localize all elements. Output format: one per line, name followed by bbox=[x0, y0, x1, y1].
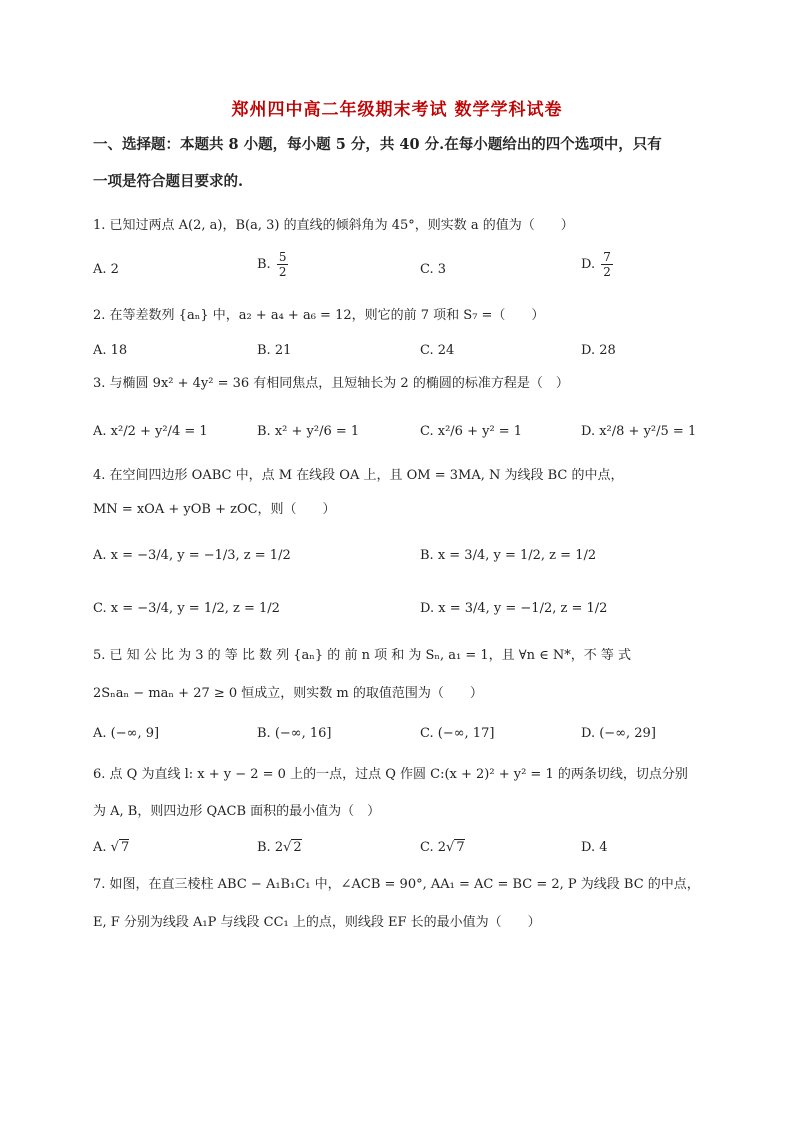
question-1-stem: 1. 已知过两点 A(2, a)，B(a, 3) 的直线的倾斜角为 45°，则实数 a 的值为（ ） bbox=[93, 218, 574, 233]
q1-b-numerator: 5 bbox=[278, 250, 287, 264]
question-7-stem-line1: 7. 如图，在直三棱柱 ABC − A₁B₁C₁ 中，∠ACB = 90°, AA₁ = AC = BC = 2, P 为线段 BC 的中点， bbox=[93, 877, 700, 892]
q5-option-b: B. (−∞, 16] bbox=[257, 726, 332, 741]
q1-option-b bbox=[257, 250, 290, 279]
section-instructions-line1: 一、选择题：本题共 8 小题，每小题 5 分，共 40 分.在每小题给出的四个选项中，只有 bbox=[93, 136, 662, 153]
q6-option-b: B. 2√ 2 bbox=[257, 840, 302, 855]
q1-option-d bbox=[581, 250, 615, 279]
q5-option-d: D. (−∞, 29] bbox=[581, 726, 656, 741]
question-4-stem-line1: 4. 在空间四边形 OABC 中，点 M 在线段 OA 上，且 OM = 3MA, N 为线段 BC 的中点， bbox=[93, 468, 624, 483]
q2-option-b: B. 21 bbox=[257, 343, 292, 358]
q6-option-c-label: C. 2 bbox=[420, 840, 447, 855]
q6-option-a: A. √ 7 bbox=[93, 840, 130, 855]
page-title: 郑州四中高二年级期末考试 数学学科试卷 bbox=[231, 100, 563, 120]
question-4-stem-line2: MN = xOA + yOB + zOC，则（ ） bbox=[93, 502, 336, 517]
q5-option-c: C. (−∞, 17] bbox=[420, 726, 495, 741]
q4-option-a: A. x = −3/4, y = −1/3, z = 1/2 bbox=[93, 548, 291, 563]
q4-option-c: C. x = −3/4, y = 1/2, z = 1/2 bbox=[93, 601, 280, 616]
q1-option-d-fraction bbox=[601, 250, 613, 279]
q1-option-c: C. 3 bbox=[420, 262, 447, 277]
q6-option-a-label: A. bbox=[93, 840, 107, 855]
q6-option-c-radicand: 7 bbox=[456, 840, 465, 855]
q6-option-a-radicand: 7 bbox=[120, 840, 130, 855]
question-6-stem-line2: 为 A, B，则四边形 QACB 面积的最小值为（ ） bbox=[93, 804, 381, 819]
q1-option-a: A. 2 bbox=[93, 262, 119, 277]
q4-option-d: D. x = 3/4, y = −1/2, z = 1/2 bbox=[420, 601, 608, 616]
q2-option-a: A. 18 bbox=[93, 343, 128, 358]
question-3-stem: 3. 与椭圆 9x² + 4y² = 36 有相同焦点，且短轴长为 2 的椭圆的标准方程是（ ） bbox=[93, 376, 569, 391]
q6-option-b-label: B. 2 bbox=[257, 840, 284, 855]
q1-d-numerator: 7 bbox=[603, 250, 611, 264]
q3-option-c: C. x²/6 + y² = 1 bbox=[420, 424, 523, 439]
q1-d-denominator: 2 bbox=[603, 265, 611, 279]
q1-b-denominator: 2 bbox=[278, 265, 287, 279]
question-5-stem-line2: 2Sₙaₙ − maₙ + 27 ≥ 0 恒成立，则实数 m 的取值范围为（ ） bbox=[93, 686, 483, 701]
q6-option-d: D. 4 bbox=[581, 840, 608, 855]
question-2-stem: 2. 在等差数列 {aₙ} 中，a₂ + a₄ + a₆ = 12，则它的前 7 项和 S₇ =（ ） bbox=[93, 308, 545, 323]
section-instructions-line2: 一项是符合题目要求的. bbox=[93, 173, 244, 190]
q6-option-c: C. 2√ 7 bbox=[420, 840, 465, 855]
q5-option-a: A. (−∞, 9] bbox=[93, 726, 160, 741]
q2-option-c: C. 24 bbox=[420, 343, 455, 358]
q3-option-b: B. x² + y²/6 = 1 bbox=[257, 424, 360, 439]
q3-option-d: D. x²/8 + y²/5 = 1 bbox=[581, 424, 697, 439]
q6-option-b-radicand: 2 bbox=[293, 840, 302, 855]
question-6-stem-line1: 6. 点 Q 为直线 l: x + y − 2 = 0 上的一点，过点 Q 作圆 C:(x + 2)² + y² = 1 的两条切线，切点分别 bbox=[93, 767, 688, 782]
q3-option-a: A. x²/2 + y²/4 = 1 bbox=[93, 424, 208, 439]
q1-option-d-label: D. bbox=[581, 257, 596, 272]
question-7-stem-line2: E, F 分别为线段 A₁P 与线段 CC₁ 上的点，则线段 EF 长的最小值为（ ） bbox=[93, 915, 541, 930]
q1-option-b-label: B. bbox=[257, 257, 271, 272]
q2-option-d: D. 28 bbox=[581, 343, 616, 358]
q1-option-b-fraction bbox=[277, 250, 289, 279]
question-5-stem-line1: 5. 已 知 公 比 为 3 的 等 比 数 列 {aₙ} 的 前 n 项 和 为 Sₙ, a₁ = 1，且 ∀n ∈ N*，不 等 式 bbox=[93, 648, 632, 663]
q4-option-b: B. x = 3/4, y = 1/2, z = 1/2 bbox=[420, 548, 597, 563]
